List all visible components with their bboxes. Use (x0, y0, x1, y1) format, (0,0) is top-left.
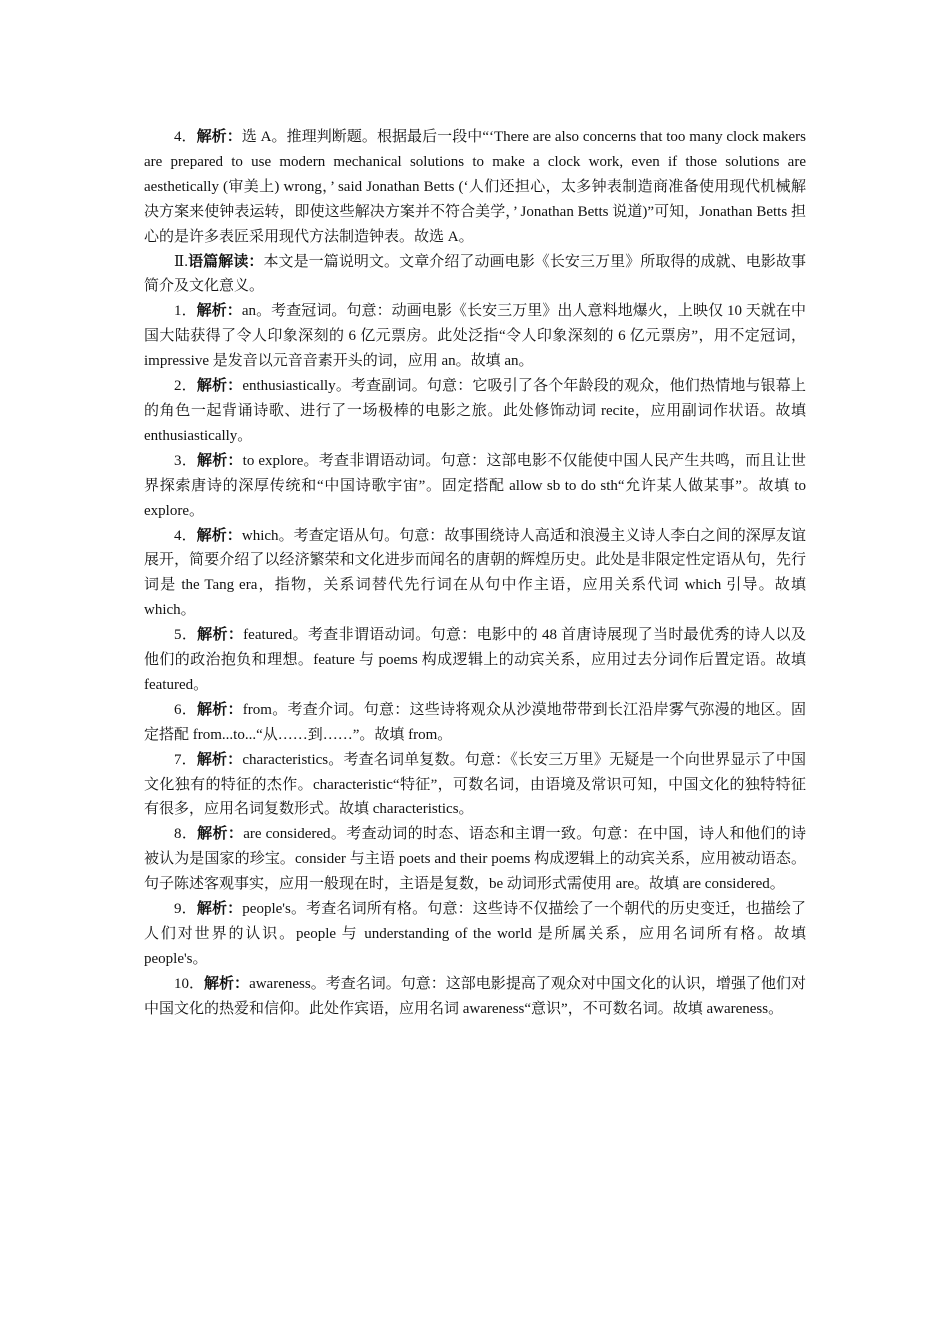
explanation-label: 解析： (196, 452, 243, 469)
passage-summary-paragraph (144, 250, 806, 300)
explanation-text: are considered。考查动词的时态、语态和主谓一致。句意：在中国，诗人和他们的诗被认为是国家的珍宝。consider 与主语 poets and their poems 构成逻辑上的动宾关系，应用被动语态。句子陈述客观事实，应用一般现在时，主语是复数，be 动词形式需使用 are。故填 are considered。 (144, 826, 806, 893)
explanation-label: 解析： (196, 303, 242, 320)
summary-label: 语篇解读： (188, 253, 264, 270)
explanation-label: 解析： (197, 826, 244, 843)
explanation-label: 解析： (196, 129, 242, 145)
item-number: 3． (174, 452, 197, 469)
item-number: 4． (174, 129, 197, 145)
item-number: 4． (174, 527, 197, 544)
answer-explanations (144, 125, 806, 1022)
explanation-text: 选 A。推理判断题。根据最后一段中“‘There are also concerns that too many clock makers are prepared to use modern mechanical solutions to make a clock work, even if those solutions are aesthetically (审美上) wrong，’ said Jonathan Betts (‘人们还担心，太多钟表制造商准备使用现代机械解决方案来使钟表运转，即使这些解决方案并不符合美学，’ Jonathan Betts 说道)”可知，Jonathan Betts 担心的是许多表匠采用现代方法制造钟表。故选 A。 (144, 129, 806, 245)
item-number: 9． (174, 901, 197, 918)
explanation-text: enthusiastically。考查副词。句意：它吸引了各个年龄段的观众，他们热情地与银幕上的角色一起背诵诗歌、进行了一场极棒的电影之旅。此处修饰动词 recite，应用副词作状语。故填 enthusiastically。 (144, 378, 806, 444)
explanation-text: to explore。考查非谓语动词。句意：这部电影不仅能使中国人民产生共鸣，而且让世界探索唐诗的深厚传统和“中国诗歌宇宙”。固定搭配 allow sb to do sth“允许某人做某事”。故填 to explore。 (144, 452, 806, 519)
item-number: 8． (174, 826, 198, 843)
explanation-paragraph-9 (144, 897, 806, 972)
explanation-label: 解析： (196, 527, 242, 544)
section-number: Ⅱ. (174, 253, 189, 270)
explanation-label: 解析： (196, 901, 243, 918)
item-number: 7． (174, 751, 197, 768)
explanation-paragraph-6 (144, 698, 806, 748)
item-number: 5． (174, 627, 198, 644)
item-number: 1． (174, 303, 197, 320)
explanation-paragraph-1 (144, 299, 806, 374)
explanation-paragraph-8 (144, 822, 806, 897)
explanation-label: 解析： (197, 701, 243, 718)
explanation-label: 解析： (196, 378, 243, 395)
explanation-paragraph-reading-4 (144, 125, 806, 250)
explanation-text: awareness。考查名词。句意：这部电影提高了观众对中国文化的认识，增强了他们对中国文化的热爱和信仰。此处作宾语，应用名词 awareness“意识”，不可数名词。故填 awareness。 (144, 975, 806, 1017)
explanation-paragraph-5 (144, 623, 806, 698)
explanation-paragraph-2 (144, 374, 806, 449)
explanation-text: an。考查冠词。句意：动画电影《长安三万里》出人意料地爆火，上映仅 10 天就在中国大陆获得了令人印象深刻的 6 亿元票房。此处泛指“令人印象深刻的 6 亿元票房”，用不定冠词，impressive 是发音以元音音素开头的词，应用 an。故填 an。 (144, 303, 806, 370)
explanation-paragraph-7 (144, 748, 806, 823)
explanation-text: featured。考查非谓语动词。句意：电影中的 48 首唐诗展现了当时最优秀的诗人以及他们的政治抱负和理想。feature 与 poems 构成逻辑上的动宾关系，应用过去分词作后置定语。故填 featured。 (144, 627, 806, 693)
item-number: 6． (174, 701, 198, 718)
item-number: 10． (174, 975, 205, 992)
explanation-text: which。考查定语从句。句意：故事围绕诗人高适和浪漫主义诗人李白之间的深厚友谊展开，简要介绍了以经济繁荣和文化进步而闻名的唐朝的辉煌历史。此处是非限定性定语从句，先行词是 the Tang era，指物，关系词替代先行词在从句中作主语，应用关系代词 which 引导。故填 which。 (144, 527, 806, 619)
explanation-paragraph-3 (144, 449, 806, 524)
explanation-text: from。考查介词。句意：这些诗将观众从沙漠地带带到长江沿岸雾气弥漫的地区。固定搭配 from...to...“从……到……”。故填 from。 (144, 701, 806, 743)
explanation-text: characteristics。考查名词单复数。句意：《长安三万里》无疑是一个向世界显示了中国文化独有的特征的杰作。characteristic“特征”，可数名词，由语境及常识可知，中国文化的独特特征有很多，应用名词复数形式。故填 characteristics。 (144, 751, 806, 818)
explanation-label: 解析： (197, 627, 244, 644)
explanation-label: 解析： (196, 751, 243, 768)
explanation-label: 解析： (204, 975, 250, 992)
explanation-paragraph-10 (144, 972, 806, 1022)
explanation-paragraph-4 (144, 524, 806, 624)
item-number: 2． (174, 378, 197, 395)
summary-text: 本文是一篇说明文。文章介绍了动画电影《长安三万里》所取得的成就、电影故事简介及文化意义。 (144, 253, 806, 295)
explanation-text: people's。考查名词所有格。句意：这些诗不仅描绘了一个朝代的历史变迁，也描绘了人们对世界的认识。people 与 understanding of the world 是所属关系，应用名词所有格。故填 people's。 (144, 901, 806, 967)
